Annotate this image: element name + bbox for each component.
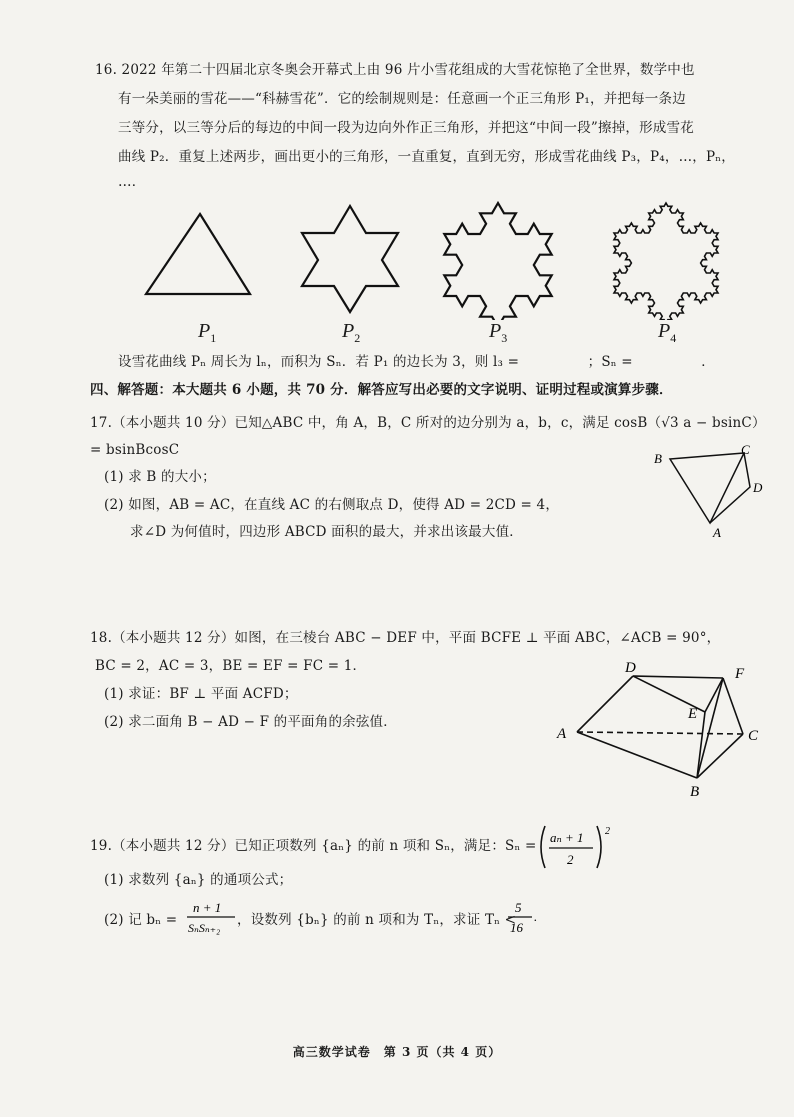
q17-line-1: 17.（本小题共 10 分）已知△ABC 中，角 A，B，C 所对的边分别为 a，b，c，满足 cosB（√3 a − bsinC）: [90, 415, 766, 431]
q16-line-4: 曲线 P₂．重复上述两步，画出更小的三角形，一直重复，直到无穷，形成雪花曲线 P₃，P₄，…，Pₙ，: [118, 149, 735, 165]
q18-point-c: C: [748, 728, 759, 744]
q18-point-b: B: [690, 784, 700, 800]
q16-line-1: 16. 2022 年第二十四届北京冬奥会开幕式上由 96 片小雪花组成的大雪花惊艳了全世界，数学中也: [95, 62, 695, 78]
label-p1: $P_1$: [198, 320, 217, 345]
snowflake-p2: [302, 206, 398, 312]
snowflake-p4: [614, 203, 718, 320]
label-p2: $P_2$: [342, 320, 361, 345]
q17-point-d: D: [753, 480, 763, 495]
q17-part-2: (2) 如图，AB = AC，在直线 AC 的右侧取点 D，使得 AD = 2CD = 4，: [104, 497, 560, 513]
q16-question: 设雪花曲线 Pₙ 周长为 lₙ，而积为 Sₙ．若 P₁ 的边长为 3，则 l₃ = ；Sₙ = ．: [118, 354, 716, 370]
q18-line-1: 18.（本小题共 12 分）如图，在三棱台 ABC − DEF 中，平面 BCFE ⊥ 平面 ABC，∠ACB = 90°，: [90, 630, 721, 646]
q17-point-c: C: [741, 445, 750, 457]
label-p4: $P_4$: [658, 320, 677, 345]
q16-line-3: 三等分，以三等分后的每边的中间一段为边向外作正三角形，并把这“中间一段”擦掉，形成雪花: [118, 120, 694, 136]
snowflake-p3: [444, 203, 551, 320]
q19-formula-bound: [506, 895, 540, 943]
snowflake-p1: [146, 214, 250, 294]
q17-point-b: B: [654, 451, 662, 466]
q19-bn-numerator: n + 1: [193, 900, 222, 915]
q17-side-cd: [710, 453, 750, 523]
q19-formula-sn: [537, 822, 617, 876]
q17-part-1: (1) 求 B 的大小；: [104, 469, 216, 485]
q19-part-2-middle: ，设数列 {bₙ} 的前 n 项和为 Tₙ，求证 Tₙ <: [237, 912, 517, 928]
section-4-heading: 四、解答题：本大题共 6 小题，共 70 分．解答应写出必要的文字说明、证明过程或演算步骤．: [90, 382, 673, 398]
q19-line-1: 19.（本小题共 12 分）已知正项数列 {aₙ} 的前 n 项和 Sₙ，满足：Sₙ =: [90, 838, 537, 854]
q17-quadrilateral: [670, 453, 744, 523]
q19-part-2-prefix: (2) 记 bₙ =: [104, 912, 178, 928]
q19-bn-denominator: SₙSₙ₊₂: [188, 921, 221, 935]
q18-part-2: (2) 求二面角 B − AD − F 的平面角的余弦值．: [104, 714, 397, 730]
q19-bound-denominator: 16: [510, 920, 523, 935]
q18-part-1: (1) 求证：BF ⊥ 平面 ACFD；: [104, 686, 298, 702]
q16-line-2: 有一朵美丽的雪花——“科赫雪花”．它的绘制规则是：任意画一个正三角形 P₁，并把每一条边: [118, 91, 686, 107]
q19-formula-bn: [185, 895, 245, 943]
snowflake-figures: [0, 200, 794, 320]
q19-formula-denominator: 2: [567, 852, 574, 867]
q19-formula-exponent: 2: [605, 826, 610, 837]
q16-line-5: …．: [118, 174, 146, 190]
q17-figure: [650, 445, 770, 545]
q17-part-2-cont: 求∠D 为何值时，四边形 ABCD 面积的最大，并求出该最大值．: [130, 524, 523, 540]
q18-line-2: BC = 2，AC = 3，BE = EF = FC = 1．: [95, 658, 367, 674]
q19-formula-numerator: aₙ + 1: [550, 830, 584, 845]
q17-line-2: = bsinBcosC: [90, 442, 180, 458]
label-p3: $P_3$: [489, 320, 508, 345]
q18-point-e: E: [688, 706, 698, 722]
q19-part-1: (1) 求数列 {aₙ} 的通项公式；: [104, 872, 293, 888]
q17-point-a: A: [713, 525, 721, 540]
q18-frustum-figure: [555, 650, 785, 800]
svg-text:.: .: [534, 909, 538, 924]
q18-point-d: D: [625, 660, 636, 676]
page-footer: 高三数学试卷 第 3 页（共 4 页）: [292, 1045, 502, 1059]
q19-bound-numerator: 5: [515, 900, 522, 915]
q18-point-a: A: [557, 726, 567, 742]
q18-point-f: F: [735, 666, 745, 682]
